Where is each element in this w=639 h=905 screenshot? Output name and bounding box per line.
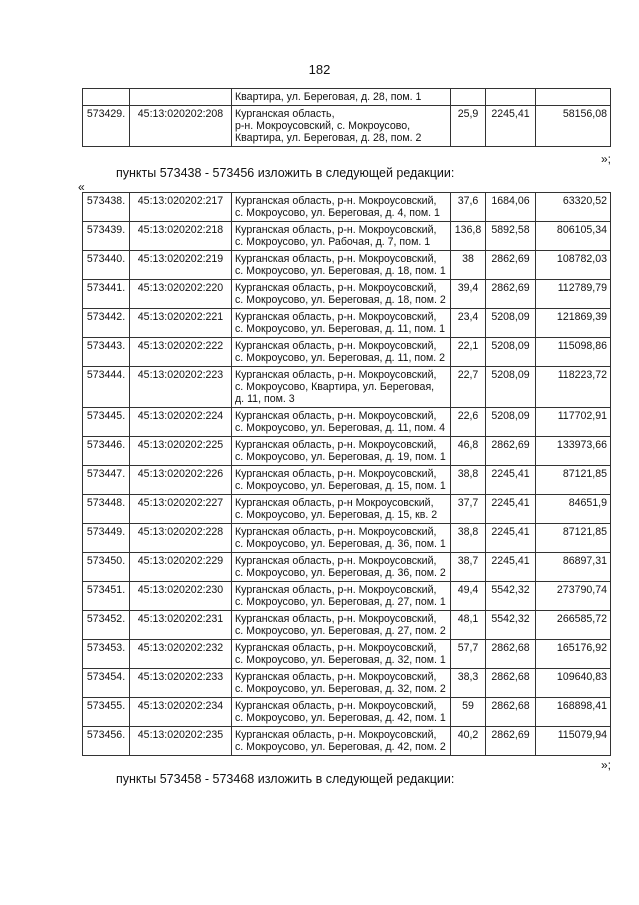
cadastral-number-cell: 45:13:020202:227 [130,495,232,524]
cost-cell: 112789,79 [536,280,611,309]
cadastral-number-cell: 45:13:020202:222 [130,338,232,367]
cost-cell: 108782,03 [536,251,611,280]
rate-cell: 5208,09 [486,309,536,338]
row-number-cell: 573450. [83,553,130,582]
address-line: Курганская область, р-н. Мокроусовский, [235,584,437,596]
address-line: с. Мокроусово, ул. Береговая, д. 32, пом. 2 [235,683,446,695]
row-number-cell: 573449. [83,524,130,553]
cost-cell: 87121,85 [536,466,611,495]
address-line: Курганская область, р-н. Мокроусовский, [235,642,437,654]
address-line: с. Мокроусово, ул. Береговая, д. 32, пом. 1 [235,654,446,666]
row-number-cell: 573452. [83,611,130,640]
area-cell: 25,9 [451,106,486,147]
address-line: с. Мокроусово, ул. Береговая, д. 42, пом. 2 [235,741,446,753]
cost-cell: 87121,85 [536,524,611,553]
table-row [83,640,611,669]
cadastral-number-cell: 45:13:020202:229 [130,553,232,582]
area-cell: 57,7 [451,640,486,669]
area-cell: 22,1 [451,338,486,367]
row-number-cell: 573451. [83,582,130,611]
cost-cell: 115098,86 [536,338,611,367]
table-row [83,698,611,727]
table-row [83,669,611,698]
address-line: с. Мокроусово, ул. Береговая, д. 18, пом. 1 [235,265,446,277]
address-line: Квартира, ул. Береговая, д. 28, пом. 2 [235,132,422,144]
address-line: с. Мокроусово, ул. Береговая, д. 36, пом. 2 [235,567,446,579]
address-line: Курганская область, р-н Мокроусовский, [235,497,434,509]
cost-cell [536,89,611,106]
cadastral-number-cell: 45:13:020202:208 [130,106,232,147]
instruction-text-2: пункты 573458 - 573468 изложить в следующей редакции: [116,772,455,786]
address-line: Курганская область, р-н. Мокроусовский, [235,253,437,265]
table-row [83,309,611,338]
address-line: Курганская область, р-н. Мокроусовский, [235,671,437,683]
cadastral-number-cell: 45:13:020202:234 [130,698,232,727]
address-line: Курганская область, р-н. Мокроусовский, [235,439,437,451]
cost-cell: 273790,74 [536,582,611,611]
address-line: с. Мокроусово, ул. Береговая, д. 4, пом. 1 [235,207,440,219]
table-row [83,466,611,495]
rate-cell: 5892,58 [486,222,536,251]
row-number-cell: 573440. [83,251,130,280]
area-cell: 37,7 [451,495,486,524]
table-row [83,222,611,251]
area-cell: 38,3 [451,669,486,698]
table-row [83,106,611,147]
area-cell: 136,8 [451,222,486,251]
cost-cell: 58156,08 [536,106,611,147]
area-cell: 46,8 [451,437,486,466]
cadastral-number-cell: 45:13:020202:228 [130,524,232,553]
address-cell [232,582,451,611]
top-table [82,88,611,147]
rate-cell: 5208,09 [486,338,536,367]
rate-cell: 2245,41 [486,553,536,582]
address-line: с. Мокроусово, ул. Береговая, д. 11, пом. 1 [235,323,446,335]
cadastral-number-cell: 45:13:020202:235 [130,727,232,756]
cadastral-number-cell: 45:13:020202:225 [130,437,232,466]
rate-cell: 2862,69 [486,251,536,280]
rate-cell: 2862,68 [486,669,536,698]
row-number-cell: 573439. [83,222,130,251]
page-number: 182 [308,62,331,77]
table-row [83,495,611,524]
address-cell [232,338,451,367]
address-cell [232,698,451,727]
address-line: Курганская область, р-н. Мокроусовский, [235,526,437,538]
address-cell [232,367,451,408]
rate-cell: 2862,68 [486,698,536,727]
address-line: Курганская область, [235,108,335,120]
table-row [83,437,611,466]
rate-cell: 2862,69 [486,727,536,756]
table-row [83,582,611,611]
rate-cell: 5208,09 [486,408,536,437]
rate-cell: 2862,69 [486,280,536,309]
address-cell [232,222,451,251]
table-row [83,251,611,280]
table-row [83,367,611,408]
cost-cell: 266585,72 [536,611,611,640]
address-cell [232,727,451,756]
table-row [83,338,611,367]
cadastral-number-cell: 45:13:020202:221 [130,309,232,338]
cadastral-number-cell: 45:13:020202:224 [130,408,232,437]
cost-cell: 121869,39 [536,309,611,338]
address-line: д. 11, пом. 3 [235,393,295,405]
rate-cell: 2245,41 [486,495,536,524]
address-cell [232,408,451,437]
rate-cell: 5208,09 [486,367,536,408]
cadastral-number-cell [130,89,232,106]
cost-cell: 109640,83 [536,669,611,698]
address-line: с. Мокроусово, ул. Береговая, д. 11, пом. 2 [235,352,446,364]
address-cell [232,611,451,640]
rate-cell [486,89,536,106]
address-line: с. Мокроусово, ул. Береговая, д. 36, пом. 1 [235,538,446,550]
area-cell: 22,6 [451,408,486,437]
address-cell [232,89,451,106]
cost-cell: 118223,72 [536,367,611,408]
address-line: с. Мокроусово, ул. Береговая, д. 19, пом. 1 [235,451,446,463]
area-cell: 38,8 [451,466,486,495]
main-table [82,192,611,756]
address-line: с. Мокроусово, ул. Береговая, д. 18, пом. 2 [235,294,446,306]
cost-cell: 115079,94 [536,727,611,756]
cadastral-number-cell: 45:13:020202:220 [130,280,232,309]
address-line: Курганская область, р-н. Мокроусовский, [235,555,437,567]
address-line: Курганская область, р-н. Мокроусовский, [235,729,437,741]
cadastral-number-cell: 45:13:020202:226 [130,466,232,495]
rate-cell: 2245,41 [486,466,536,495]
row-number-cell: 573453. [83,640,130,669]
address-cell [232,193,451,222]
address-line: Квартира, ул. Береговая, д. 28, пом. 1 [235,91,422,103]
row-number-cell: 573444. [83,367,130,408]
row-number-cell: 573448. [83,495,130,524]
address-cell [232,466,451,495]
rate-cell: 5542,32 [486,582,536,611]
rate-cell: 2245,41 [486,106,536,147]
address-cell [232,553,451,582]
cost-cell: 133973,66 [536,437,611,466]
cadastral-number-cell: 45:13:020202:219 [130,251,232,280]
cadastral-number-cell: 45:13:020202:231 [130,611,232,640]
closing-quote-2: »; [600,758,611,772]
rate-cell: 5542,32 [486,611,536,640]
address-cell [232,437,451,466]
row-number-cell: 573442. [83,309,130,338]
address-cell [232,251,451,280]
address-line: с. Мокроусово, ул. Береговая, д. 15, кв. 2 [235,509,438,521]
rate-cell: 1684,06 [486,193,536,222]
area-cell: 40,2 [451,727,486,756]
address-line: с. Мокроусово, Квартира, ул. Береговая, [235,381,435,393]
area-cell: 37,6 [451,193,486,222]
cost-cell: 117702,91 [536,408,611,437]
address-line: Курганская область, р-н. Мокроусовский, [235,224,437,236]
address-line: Курганская область, р-н. Мокроусовский, [235,369,437,381]
area-cell: 23,4 [451,309,486,338]
table-row [83,193,611,222]
closing-quote: »; [600,152,611,166]
cost-cell: 806105,34 [536,222,611,251]
rate-cell: 2862,69 [486,437,536,466]
row-number-cell: 573447. [83,466,130,495]
opening-quote: « [78,180,85,194]
address-cell [232,106,451,147]
area-cell: 38,7 [451,553,486,582]
row-number-cell: 573455. [83,698,130,727]
cost-cell: 84651,9 [536,495,611,524]
cadastral-number-cell: 45:13:020202:232 [130,640,232,669]
area-cell: 38 [451,251,486,280]
area-cell: 38,8 [451,524,486,553]
address-line: Курганская область, р-н. Мокроусовский, [235,195,437,207]
area-cell: 48,1 [451,611,486,640]
area-cell: 39,4 [451,280,486,309]
cadastral-number-cell: 45:13:020202:230 [130,582,232,611]
address-cell [232,280,451,309]
area-cell: 59 [451,698,486,727]
row-number-cell: 573456. [83,727,130,756]
address-line: Курганская область, р-н. Мокроусовский, [235,613,437,625]
table-row [83,611,611,640]
rate-cell: 2862,68 [486,640,536,669]
table-row [83,553,611,582]
instruction-text: пункты 573438 - 573456 изложить в следующей редакции: [116,166,455,180]
address-line: Курганская область, р-н. Мокроусовский, [235,468,437,480]
row-number-cell: 573441. [83,280,130,309]
address-line: Курганская область, р-н. Мокроусовский, [235,282,437,294]
address-line: с. Мокроусово, ул. Береговая, д. 27, пом. 2 [235,625,446,637]
address-line: Курганская область, р-н. Мокроусовский, [235,311,437,323]
cost-cell: 86897,31 [536,553,611,582]
address-cell [232,309,451,338]
cadastral-number-cell: 45:13:020202:218 [130,222,232,251]
table-row [83,408,611,437]
row-number-cell [83,89,130,106]
address-line: Курганская область, р-н. Мокроусовский, [235,700,437,712]
row-number-cell: 573446. [83,437,130,466]
address-cell [232,669,451,698]
cadastral-number-cell: 45:13:020202:223 [130,367,232,408]
address-cell [232,640,451,669]
row-number-cell: 573429. [83,106,130,147]
area-cell [451,89,486,106]
address-line: р-н. Мокроусовский, с. Мокроусово, [235,120,411,132]
row-number-cell: 573443. [83,338,130,367]
address-line: Курганская область, р-н. Мокроусовский, [235,340,437,352]
table-row [83,727,611,756]
address-cell [232,524,451,553]
cost-cell: 168898,41 [536,698,611,727]
cadastral-number-cell: 45:13:020202:233 [130,669,232,698]
table-row [83,280,611,309]
address-line: с. Мокроусово, ул. Береговая, д. 15, пом. 1 [235,480,446,492]
area-cell: 22,7 [451,367,486,408]
address-line: с. Мокроусово, ул. Рабочая, д. 7, пом. 1 [235,236,431,248]
area-cell: 49,4 [451,582,486,611]
row-number-cell: 573445. [83,408,130,437]
row-number-cell: 573438. [83,193,130,222]
table-row [83,524,611,553]
address-line: Курганская область, р-н. Мокроусовский, [235,410,437,422]
cadastral-number-cell: 45:13:020202:217 [130,193,232,222]
cost-cell: 165176,92 [536,640,611,669]
address-line: с. Мокроусово, ул. Береговая, д. 11, пом. 4 [235,422,446,434]
address-cell [232,495,451,524]
row-number-cell: 573454. [83,669,130,698]
address-line: с. Мокроусово, ул. Береговая, д. 27, пом. 1 [235,596,446,608]
rate-cell: 2245,41 [486,524,536,553]
address-line: с. Мокроусово, ул. Береговая, д. 42, пом. 1 [235,712,446,724]
cost-cell: 63320,52 [536,193,611,222]
table-row [83,89,611,106]
